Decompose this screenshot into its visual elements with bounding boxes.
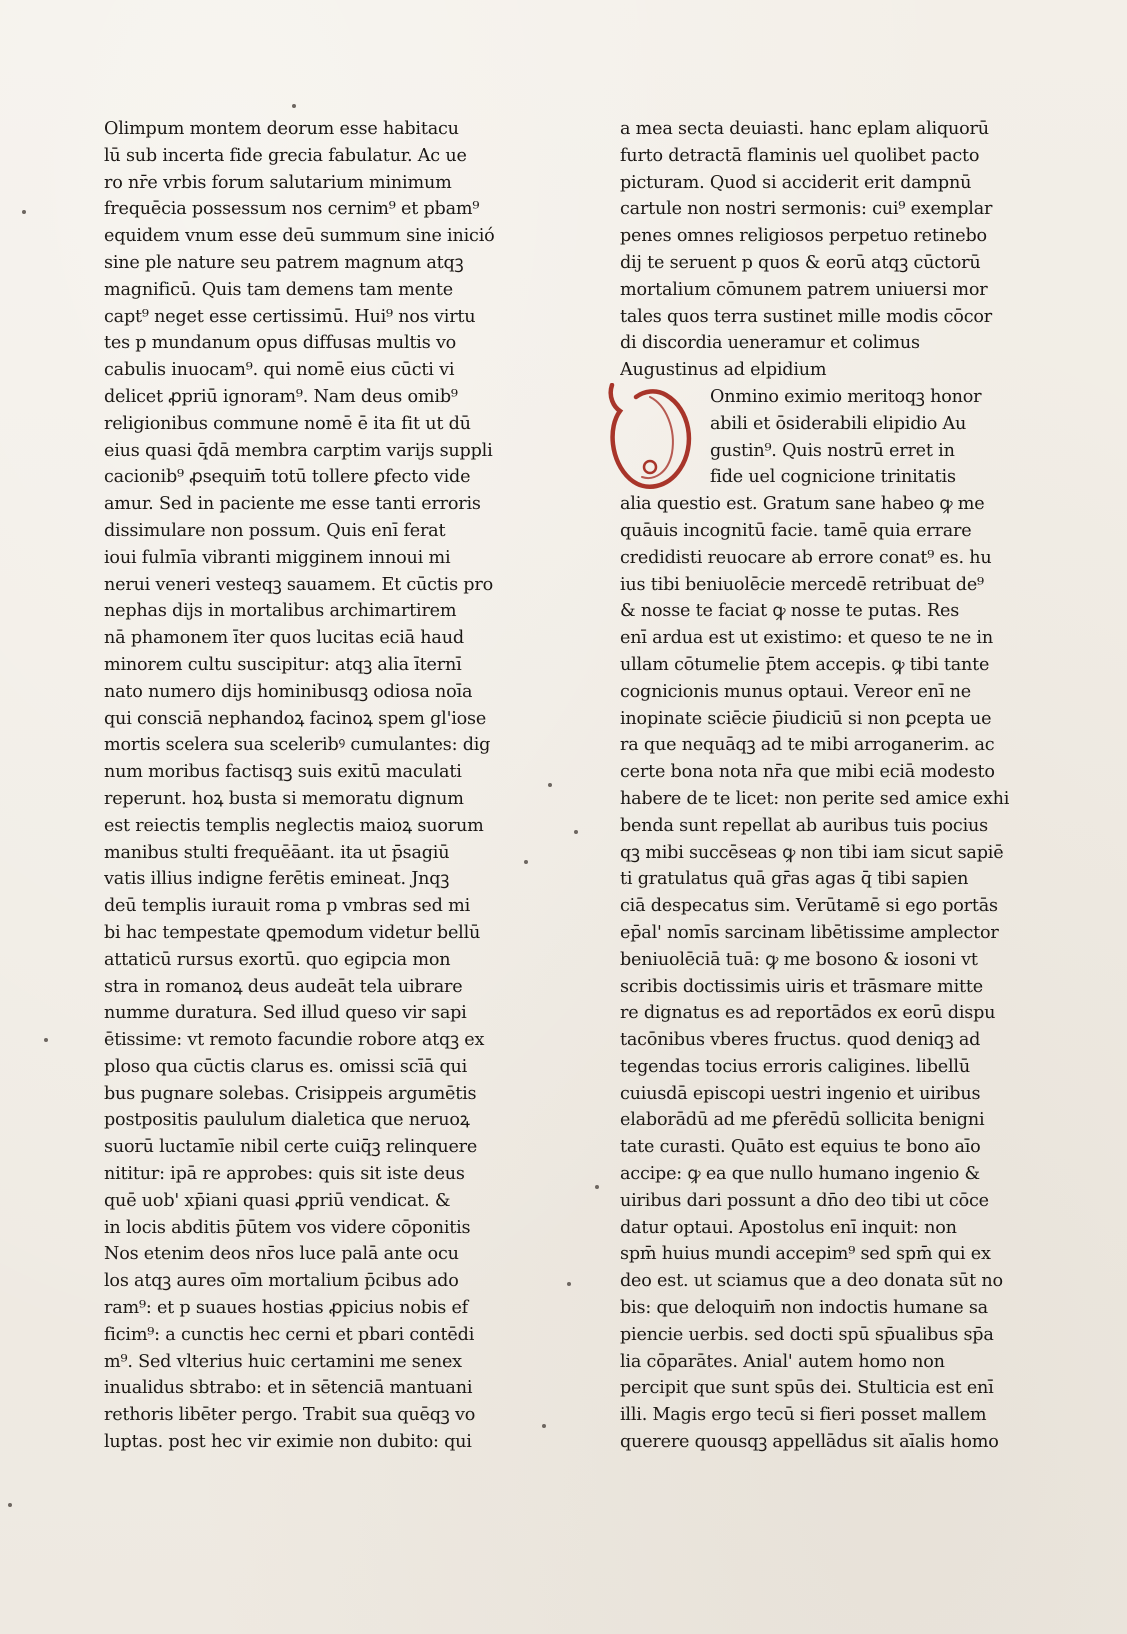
text-line: spm̄ huius mundi accepim⁹ sed spm̄ qui ex (620, 1244, 991, 1265)
text-line: ep̄al' nomīs sarcinam libētissime amplector (620, 922, 999, 943)
text-line: est reiectis templis neglectis maioꝝ suorum (104, 815, 484, 836)
text-line: inualidus sbtrabo: et in sētenciā mantuani (104, 1378, 473, 1399)
text-line: nā phamonem īter quos lucitas eciā haud (104, 628, 464, 649)
text-line: postpositis paululum dialetica que neruoꝝ (104, 1110, 470, 1131)
text-line: Onmino eximio meritoqꝫ honor (710, 386, 982, 407)
text-line: ioui fulmīa vibranti migginem innoui mi (104, 547, 451, 568)
text-line: manibus stulti frequēāant. ita ut p̄sagiū (104, 842, 450, 863)
text-line: percipit que sunt spūs dei. Stulticia est enī (620, 1378, 994, 1399)
text-line: minorem cultu suscipitur: atqꝫ alia īternī (104, 654, 462, 675)
text-line: benda sunt repellat ab auribus tuis pocius (620, 815, 988, 836)
text-line: cuiusdā episcopi uestri ingenio et uiribus (620, 1083, 981, 1104)
paper-speck (44, 1038, 48, 1042)
text-line: tes p mundanum opus diffusas multis vo (104, 333, 457, 354)
text-line: magnificū. Quis tam demens tam mente (104, 279, 454, 300)
text-line: lia cōparātes. Anial' autem homo non (620, 1351, 945, 1372)
text-line: cartule non nostri sermonis: cui⁹ exemplar (620, 199, 993, 220)
text-line: num moribus factisqꝫ suis exitū maculati (104, 762, 462, 783)
text-line: nerui veneri vesteqꝫ sauamem. Et cūctis pro (104, 574, 493, 595)
text-line: Olimpum montem deorum esse habitacu (104, 119, 459, 139)
text-line: nititur: ipā re approbes: quis sit iste deus (104, 1164, 465, 1185)
text-line: fide uel cognicione trinitatis (710, 467, 956, 488)
text-line: cognicionis munus optaui. Vereor enī ne (620, 681, 971, 702)
text-line: cacionib⁹ ꝓsequim̄ totū tollere ꝑfecto vide (104, 467, 471, 488)
text-line: m⁹. Sed vlterius huic certamini me senex (104, 1351, 462, 1372)
text-line: mortis scelera sua sceleribꝰ cumulantes: dig (104, 735, 491, 756)
text-line: quāuis incognitū facie. tamē quia errare (620, 520, 972, 541)
text-line: alia questio est. Gratum sane habeo ꝙ me (620, 494, 985, 515)
text-line: religionibus commune nomē ē ita fit ut dū (104, 413, 471, 434)
text-line: ciā despecatus sim. Verūtamē si ego portās (620, 896, 998, 917)
text-line: los atqꝫ aures oīm mortalium p̄cibus ado (104, 1271, 459, 1292)
text-line: furto detractā flaminis uel quolibet pacto (620, 145, 980, 166)
text-line: Nos etenim deos nr̄os luce palā ante ocu (104, 1244, 459, 1265)
text-line: uiribus dari possunt a dn̄o deo tibi ut cōce (620, 1190, 989, 1211)
text-line: beniuolēciā tuā: ꝙ me bosono & iosoni vt (620, 949, 978, 970)
text-line: inopinate sciēcie p̄iudiciū si non ꝑcepta ue (620, 708, 992, 729)
text-line: tales quos terra sustinet mille modis cōcor (620, 306, 992, 327)
text-line: ullam cōtumelie p̄tem accepis. ꝙ tibi tante (620, 654, 990, 675)
text-line: datur optaui. Apostolus enī inquit: non (620, 1217, 957, 1238)
text-line: elaborādū ad me ꝑferēdū sollicita benigni (620, 1110, 985, 1131)
text-line: scribis doctissimis uiris et trāsmare mitte (620, 976, 983, 997)
text-line: cabulis inuocam⁹. qui nomē eius cūcti vi (104, 360, 455, 381)
text-line: reperunt. hoꝝ busta si memoratu dignum (104, 788, 464, 809)
text-line: & nosse te faciat ꝙ nosse te putas. Res (620, 601, 960, 622)
text-line: ram⁹: et p suaues hostias ꝓpicius nobis ef (104, 1298, 468, 1319)
text-line: picturam. Quod si acciderit erit dampnū (620, 172, 972, 193)
text-line: suorū luctamīe nibil certe cuiq̄ꝫ relinquere (104, 1137, 478, 1158)
text-line: dij te seruent p quos & eorū atqꝫ cūctorū (620, 252, 981, 273)
text-line: ētissime: vt remoto facundie robore atqꝫ ex (104, 1030, 485, 1051)
paper-speck (292, 104, 296, 108)
text-line: accipe: ꝙ ea que nullo humano ingenio & (620, 1164, 981, 1185)
text-line: querere quousqꝫ appellādus sit aīalis homo (620, 1432, 999, 1453)
text-line: penes omnes religiosos perpetuo retinebo (620, 226, 987, 247)
text-line: qui consciā nephandoꝝ facinoꝝ spem gl'iose (104, 708, 487, 729)
text-line: a mea secta deuiasti. hanc eplam aliquorū (620, 119, 989, 139)
text-line: abili et ōsiderabili elipidio Au (710, 413, 967, 434)
text-line: equidem vnum esse deū summum sine inició (104, 226, 495, 247)
text-line: numme duratura. Sed illud queso vir sapi (104, 1003, 467, 1024)
text-line: attaticū rursus exortū. quo egipcia mon (104, 949, 451, 970)
text-line: mortalium cōmunem patrem uniuersi mor (620, 279, 988, 300)
text-line: tegendas tocius erroris caligines. libellū (620, 1056, 970, 1077)
text-line: bi hac tempestate ꝗpemodum videtur bellū (104, 922, 481, 943)
text-line: tate curasti. Quāto est equius te bono aīo (620, 1137, 981, 1158)
text-line: Augustinus ad elpidium (620, 360, 827, 381)
paper-speck (574, 830, 578, 834)
text-line: ra que nequāqꝫ ad te mibi arroganerim. ac (620, 735, 995, 756)
text-line: bis: que deloquim̄ non indoctis humane sa (620, 1298, 988, 1319)
paper-speck (567, 1282, 571, 1286)
text-line: credidisti reuocare ab errore conat⁹ es. hu (620, 547, 992, 568)
text-line: tacōnibus vberes fructus. quod deniqꝫ ad (620, 1030, 981, 1051)
text-line: delicet ꝓpriū ignoram⁹. Nam deus omib⁹ (104, 386, 458, 407)
text-line: nato numero dijs hominibusqꝫ odiosa noīa (104, 681, 473, 702)
right-text-column (620, 116, 1070, 1456)
text-line: illi. Magis ergo tecū si fieri posset mallem (620, 1405, 987, 1426)
text-line: bus pugnare solebas. Crisippeis argumētis (104, 1083, 477, 1104)
text-line: quē uob' xp̄iani quasi ꝓpriū vendicat. & (104, 1190, 451, 1211)
text-line: certe bona nota nr̄a que mibi eciā modesto (620, 762, 995, 783)
text-line: lū sub incerta fide grecia fabulatur. Ac ue (104, 145, 467, 166)
text-line: di discordia ueneramur et colimus (620, 333, 920, 354)
text-line: deo est. ut sciamus que a deo donata sūt no (620, 1271, 1003, 1292)
text-line: nephas dijs in mortalibus archimartirem (104, 601, 457, 622)
text-line: in locis abditis p̄ūtem vos videre cōponitis (104, 1217, 471, 1238)
text-line: gustin⁹. Quis nostrū erret in (710, 440, 955, 461)
paper-speck (22, 210, 26, 214)
text-line: deū templis iurauit roma p vmbras sed mi (104, 896, 471, 917)
text-line: piencie uerbis. sed docti spū sp̄ualibus sp̄a (620, 1324, 994, 1345)
text-line: amur. Sed in paciente me esse tanti erroris (104, 494, 481, 515)
text-line: capt⁹ neget esse certissimū. Hui⁹ nos virtu (104, 306, 476, 327)
text-line: qꝫ mibi succēseas ꝙ non tibi iam sicut sapiē (620, 842, 1004, 863)
text-line: ti gratulatus quā gr̄as agas q̄ tibi sapien (620, 869, 969, 890)
text-line: frequēcia possessum nos cernim⁹ et pbam⁹ (104, 199, 480, 220)
text-line: enī ardua est ut existimo: et queso te ne in (620, 628, 993, 649)
text-line: habere de te licet: non perite sed amice exhi (620, 788, 1010, 809)
text-line: ploso qua cūctis clarus es. omissi scīā qui (104, 1056, 468, 1077)
text-line: ro nr̄e vrbis forum salutarium minimum (104, 172, 452, 193)
text-line: sine ple nature seu patrem magnum atqꝫ (104, 252, 464, 273)
paper-speck (8, 1503, 12, 1507)
text-line: eius quasi q̄dā membra carptim varijs suppli (104, 440, 493, 461)
text-line: luptas. post hec vir eximie non dubito: qui (104, 1432, 472, 1453)
text-line: ius tibi beniuolēcie mercedē retribuat de⁹ (620, 574, 984, 595)
text-line: re dignatus es ad reportādos ex eorū dispu (620, 1003, 996, 1024)
paper-speck (595, 1185, 599, 1189)
text-line: dissimulare non possum. Quis enī ferat (104, 520, 446, 541)
left-text-column (104, 116, 554, 1456)
text-line: stra in romanoꝝ deus audeāt tela uibrare (104, 976, 463, 997)
text-line: vatis illius indigne ferētis emineat. Jnqꝫ (104, 869, 450, 890)
text-line: rethoris libēter pergo. Trabit sua quēqꝫ vo (104, 1405, 476, 1426)
text-line: ficim⁹: a cunctis hec cerni et pbari contēdi (104, 1324, 475, 1345)
